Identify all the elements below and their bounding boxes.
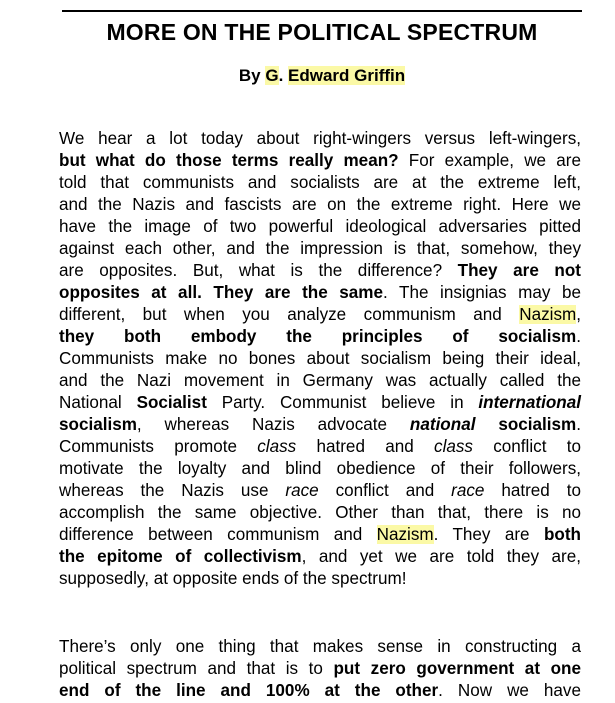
text: . The insignias may be xyxy=(383,283,581,302)
text: , and yet we are told they are, xyxy=(301,547,581,566)
bold-text: but what do those terms really mean? xyxy=(59,151,399,170)
text: . Now we have xyxy=(438,681,581,700)
p1-line-15 xyxy=(59,436,581,458)
text: For example, we are xyxy=(398,151,581,170)
page-title: MORE ON THE POLITICAL SPECTRUM xyxy=(106,19,538,45)
p2-line-2 xyxy=(59,658,581,680)
p1-line-16: motivate the loyalty and blind obedience of their followers, xyxy=(59,459,581,478)
text: are opposites. But, what is the difference? xyxy=(59,261,458,280)
p1-line-17 xyxy=(59,480,581,502)
italic-text: race xyxy=(451,481,485,500)
bold-text: socialism xyxy=(59,415,137,434)
p1-line-5: have the image of two powerful ideological adversaries pitted xyxy=(59,217,581,236)
p1-line-2 xyxy=(59,150,581,172)
bold-text: opposites at all. They are the same xyxy=(59,283,384,302)
byline-prefix: By xyxy=(238,66,266,85)
author-dot: . xyxy=(278,66,289,85)
text: difference between communism and xyxy=(59,525,377,544)
italic-text: class xyxy=(257,437,297,456)
text: conflict and xyxy=(318,481,452,500)
p1-line-11: Communists make no bones about socialism being their ideal, xyxy=(59,349,581,368)
p1-line-7 xyxy=(59,260,581,282)
text xyxy=(475,415,498,434)
p1-line-12: and the Nazi movement in Germany was actually called the xyxy=(59,371,581,390)
italic-text: race xyxy=(285,481,319,500)
p2-line-3 xyxy=(59,680,581,702)
p1-line-19 xyxy=(59,524,581,546)
p1-line-18: accomplish the same objective. Other than that, there is no xyxy=(59,503,581,522)
p1-line-4: and the Nazis and fascists are on the extreme right. Here we xyxy=(59,195,581,214)
bold-text: both xyxy=(543,525,581,544)
bold-text: the epitome of collectivism xyxy=(59,547,302,566)
p2-line-1: There’s only one thing that makes sense in constructing a xyxy=(59,637,581,656)
text: . xyxy=(576,327,581,346)
nazism-highlight: Nazism xyxy=(376,525,434,544)
p1-line-1: We hear a lot today about right-wingers versus left-wingers, xyxy=(59,129,581,148)
text: , whereas Nazis advocate xyxy=(136,415,410,434)
bold-text: They are not xyxy=(457,261,581,280)
p1-line-20 xyxy=(59,546,581,568)
p1-line-9 xyxy=(59,304,581,326)
bold-text: socialism xyxy=(498,415,577,434)
p1-line-13 xyxy=(59,392,581,414)
bold-text: Socialist xyxy=(136,393,207,412)
text: National xyxy=(59,393,137,412)
bold-italic-text: international xyxy=(478,393,581,412)
text: . xyxy=(576,415,582,434)
text: hatred to xyxy=(484,481,581,500)
author-name-highlight: Edward Griffin xyxy=(288,66,406,85)
bold-text: put zero government at one xyxy=(333,659,581,678)
p1-line-3: told that communists and socialists are at the extreme left, xyxy=(59,173,581,192)
bold-text: they both embody the principles of socialism xyxy=(59,327,577,346)
text: conflict to xyxy=(472,437,581,456)
text: political spectrum and that is to xyxy=(59,659,334,678)
italic-text: class xyxy=(434,437,473,456)
nazism-highlight: Nazism xyxy=(519,305,577,324)
text: different, but when you analyze communism and xyxy=(59,305,520,324)
p1-line-14 xyxy=(59,414,581,436)
text: Communists promote xyxy=(59,437,258,456)
text: whereas the Nazis use xyxy=(59,481,286,500)
text: , xyxy=(576,305,581,324)
p1-line-21: supposedly, at opposite ends of the spectrum! xyxy=(59,569,407,588)
author-initial-highlight: G xyxy=(265,66,279,85)
p1-line-8 xyxy=(59,282,581,304)
paragraph-2 xyxy=(59,636,581,702)
text: . They are xyxy=(433,525,544,544)
p1-line-6: against each other, and the impression is that, somehow, they xyxy=(59,239,581,258)
text: hatred and xyxy=(296,437,435,456)
byline xyxy=(62,65,582,87)
paragraph-1 xyxy=(59,128,581,590)
p1-line-10 xyxy=(59,326,581,348)
text: Party. Communist believe in xyxy=(206,393,479,412)
bold-italic-text: national xyxy=(409,415,476,434)
title-rule xyxy=(62,10,582,12)
bold-text: end of the line and 100% at the other xyxy=(59,681,439,700)
